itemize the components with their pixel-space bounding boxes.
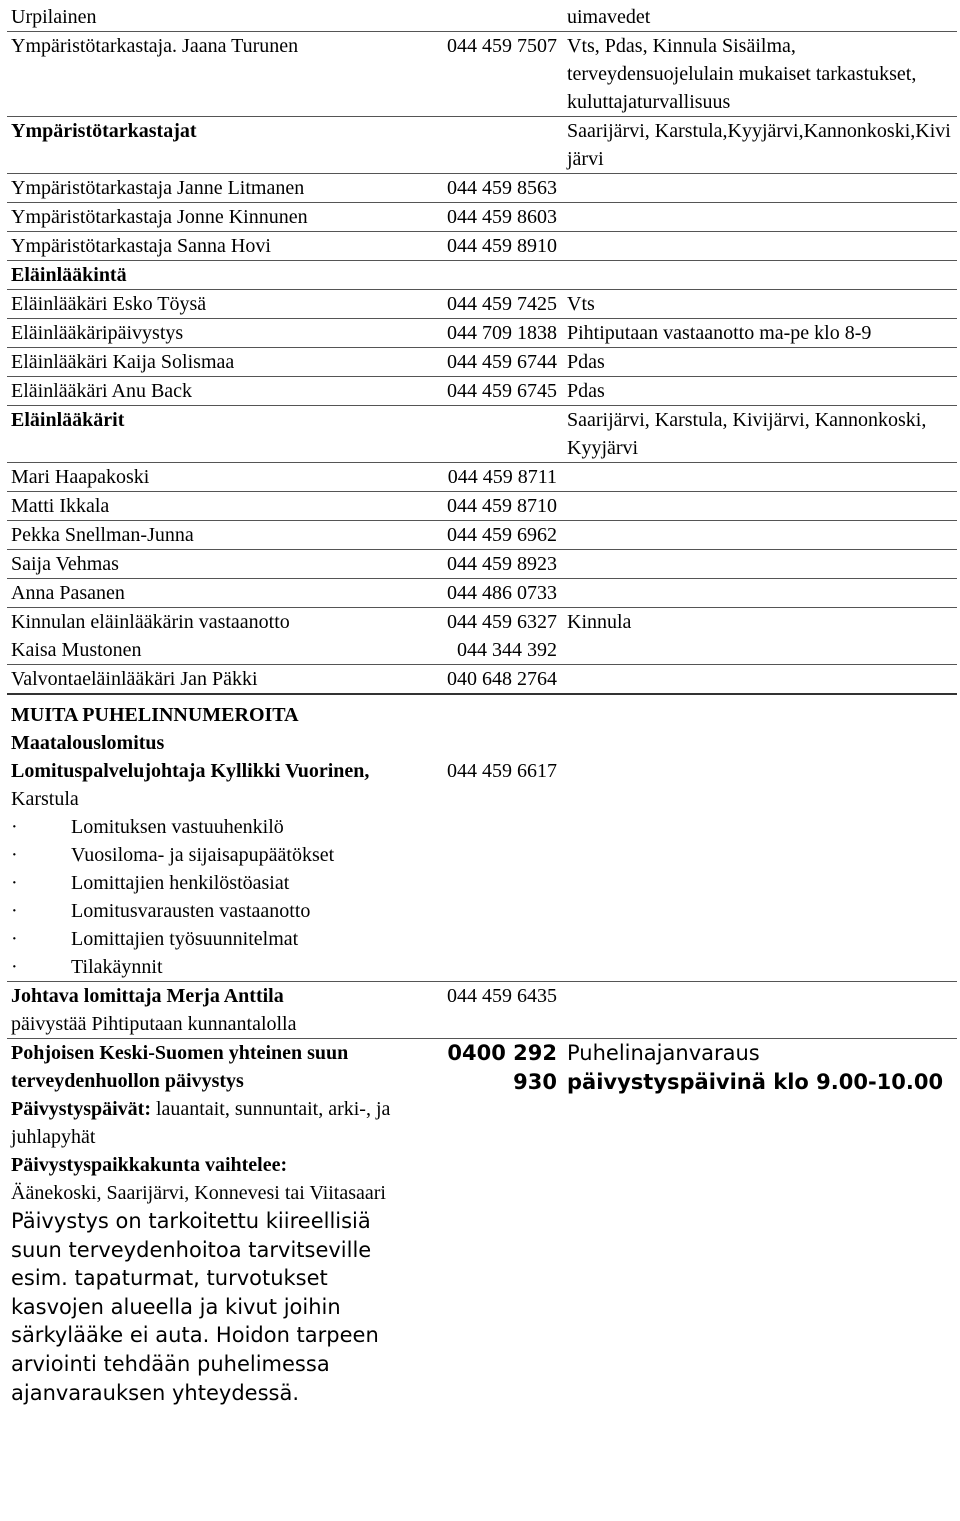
table-row: [7, 1039, 957, 1408]
row-area: Saarijärvi, Karstula, Kivijärvi, Kannonkoski, Kyyjärvi: [563, 406, 957, 463]
row-phone: [417, 117, 563, 174]
row-label: Eläinlääkäri Kaija Solismaa: [7, 348, 417, 377]
row-area: Kinnula: [567, 611, 632, 633]
table-row: [7, 232, 957, 261]
row-phone: 044 459 6745: [417, 377, 563, 406]
section-heading: MUITA PUHELINNUMEROITA: [11, 704, 299, 726]
table-row: [7, 982, 957, 1039]
table-row: [7, 550, 957, 579]
row-phone: 044 709 1838: [417, 319, 563, 348]
duty-item: · Lomituksen vastuuhenkilö: [11, 816, 284, 838]
table-row: [7, 174, 957, 203]
table-row: [7, 665, 957, 695]
row-area: Vts: [563, 290, 957, 319]
lead-name: Johtava lomittaja Merja Anttila: [11, 985, 284, 1007]
row-phone: 044 459 6327: [447, 611, 557, 633]
row-phone: 044 344 392: [417, 636, 563, 665]
row-area: uimavedet: [563, 3, 957, 32]
row-label: Ympäristötarkastaja Jonne Kinnunen: [7, 203, 417, 232]
row-phone: 044 459 6617: [417, 757, 563, 982]
table-row: [7, 608, 957, 637]
contact-table: [7, 3, 957, 1407]
table-row: [7, 521, 957, 550]
row-phone: 044 459 7425: [417, 290, 563, 319]
row-label: Anna Pasanen: [7, 579, 417, 608]
row-label: Mari Haapakoski: [7, 463, 417, 492]
table-row: [7, 701, 957, 729]
table-row: [7, 261, 957, 290]
table-row: [7, 636, 957, 665]
table-row: [7, 463, 957, 492]
row-area: Saarijärvi, Karstula,Kyyjärvi,Kannonkoski,Kivijärvi: [563, 117, 957, 174]
dental-title: Pohjoisen Keski-Suomen yhteinen suun terveydenhuollon päivystys: [11, 1042, 349, 1092]
lead-cell: [7, 982, 417, 1039]
section-heading: Ympäristötarkastajat: [7, 117, 417, 174]
row-label: Ympäristötarkastaja. Jaana Turunen: [7, 32, 417, 117]
table-row: [7, 117, 957, 174]
table-row: [7, 406, 957, 463]
row-phone: 044 459 7507: [417, 32, 563, 117]
row-phone: 044 459 8603: [417, 203, 563, 232]
row-label: Ympäristötarkastaja Sanna Hovi: [7, 232, 417, 261]
duty-item: · Vuosiloma- ja sijaisapupäätökset: [11, 844, 335, 866]
row-phone: 044 459 6435: [417, 982, 563, 1039]
lomitus-cell: [7, 757, 417, 982]
table-row: [7, 579, 957, 608]
lead-desc: päivystää Pihtiputaan kunnantalolla: [11, 1013, 297, 1035]
row-area: Pdas: [563, 377, 957, 406]
row-label: Ympäristötarkastaja Janne Litmanen: [7, 174, 417, 203]
table-row: [7, 203, 957, 232]
row-label: Eläinlääkäri Anu Back: [7, 377, 417, 406]
row-phone: 044 459 6962: [417, 521, 563, 550]
area-text: Äänekoski, Saarijärvi, Konnevesi tai Viitasaari: [11, 1182, 386, 1204]
duty-item: · Lomittajien henkilöstöasiat: [11, 872, 290, 894]
table-row: [7, 492, 957, 521]
days-text: lauantait, sunnuntait, arki-, ja juhlapyhät: [11, 1098, 391, 1148]
dental-phone: 0400 292 930: [447, 1041, 557, 1094]
row-phone: 044 459 6744: [417, 348, 563, 377]
table-row: [7, 757, 957, 982]
table-row: [7, 377, 957, 406]
row-phone: 044 459 8711: [417, 463, 563, 492]
boss-place: Karstula: [11, 788, 79, 810]
dental-booking: Puhelinajanvaraus päivystyspäivinä klo 9.00-10.00: [567, 1041, 944, 1094]
row-label: Matti Ikkala: [7, 492, 417, 521]
dental-note: Päivystys on tarkoitettu kiireellisiä suun terveydenhoitoa tarvitseville esim. tapaturmat, turvotukset kasvojen alueella ja kivut joihin särkylääke ei auta. Hoidon tarpeen arviointi tehdään puhelimessa ajanvarauksen yhteydessä.: [11, 1209, 379, 1405]
row-label: Pekka Snellman-Junna: [7, 521, 417, 550]
duty-item: · Lomittajien työsuunnitelmat: [11, 928, 299, 950]
duty-item: · Tilakäynnit: [11, 956, 163, 978]
table-row: [7, 729, 957, 757]
row-area: Vts, Pdas, Kinnula Sisäilma, terveydensuojelulain mukaiset tarkastukset, kuluttajaturvallisuus: [563, 32, 957, 117]
table-row: [7, 290, 957, 319]
section-heading: Eläinlääkärit: [7, 406, 417, 463]
row-area: Pihtiputaan vastaanotto ma-pe klo 8-9: [563, 319, 957, 348]
area-label: Päivystyspaikkakunta vaihtelee:: [11, 1154, 288, 1176]
row-label: Urpilainen: [7, 3, 417, 32]
section-subheading: Maatalouslomitus: [11, 732, 165, 754]
row-label: Saija Vehmas: [7, 550, 417, 579]
row-phone: 044 459 8923: [417, 550, 563, 579]
row-label: Eläinlääkäri Esko Töysä: [7, 290, 417, 319]
row-phone: 044 459 8710: [417, 492, 563, 521]
boss-name: Lomituspalvelujohtaja Kyllikki Vuorinen,: [11, 760, 370, 782]
duty-item: · Lomitusvarausten vastaanotto: [11, 900, 311, 922]
row-label: Kaisa Mustonen: [7, 636, 417, 665]
row-phone: 040 648 2764: [417, 665, 563, 695]
table-row: [7, 32, 957, 117]
dental-cell: [7, 1039, 417, 1408]
table-row: [7, 319, 957, 348]
row-phone: [417, 3, 563, 32]
section-heading: Eläinlääkintä: [7, 261, 417, 290]
row-area: Pdas: [563, 348, 957, 377]
row-label: Eläinlääkäripäivystys: [7, 319, 417, 348]
row-label: Kinnulan eläinlääkärin vastaanotto: [11, 611, 290, 633]
row-phone: 044 459 8910: [417, 232, 563, 261]
row-phone: 044 459 8563: [417, 174, 563, 203]
days-label: Päivystyspäivät:: [11, 1098, 151, 1120]
table-row: [7, 3, 957, 32]
row-label: Valvontaeläinlääkäri Jan Päkki: [7, 665, 417, 695]
table-row: [7, 348, 957, 377]
row-phone: 044 486 0733: [417, 579, 563, 608]
